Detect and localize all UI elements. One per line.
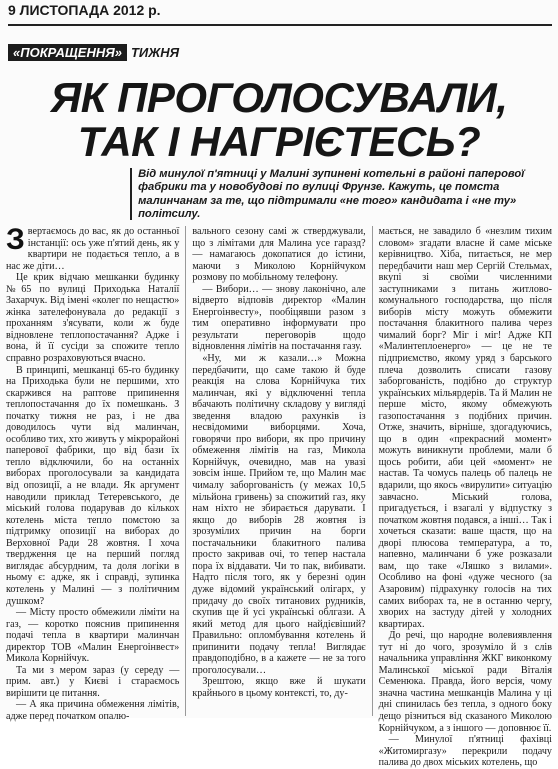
- paragraph: Це крик відчаю мешканки будинку №65 по вулиці Приходька Наталії Захарчук. Від імені «колег по нещастю» жінка зателефонувала до редакції з проханням з'ясувати, коли ж буде відновлене теплопостачання? Адже і вона, й її сусіди за спожите тепло справно розраховуються вчасно.: [6, 272, 180, 365]
- rubric-suffix: ТИЖНЯ: [130, 45, 180, 60]
- column-separator: [185, 226, 186, 716]
- article-column-3: [378, 226, 552, 769]
- article-column-1: [6, 223, 180, 722]
- lead-bar: [130, 168, 132, 220]
- paragraph: — Вибори… — знову лаконічно, але відверто відповів директор «Малин Енергоінвесту», пообіцявши разом з тим оперативно інформувати про результати переговорів щодо відновлення лімітів на постачання газу.: [192, 283, 366, 353]
- paragraph: Зрештою, якщо вже й шукати крайнього в цьому контексті, то, ду-: [192, 676, 366, 699]
- lead-text: Від минулої п'ятниці у Малині зупинені котельні в районі паперової фабрики та у новобудові по вулиці Фрунзе. Кажуть, це помста малинчанам за те, що підтримали «не того» кандидата і «не ту» політсилу.: [138, 168, 525, 220]
- lead-block: [130, 168, 552, 220]
- issue-date: 9 ЛИСТОПАДА 2012 р.: [8, 2, 161, 18]
- rubric-label: «ПОКРАЩЕННЯ»: [8, 44, 127, 61]
- paragraph: В принципі, мешканці 65-го будинку на Приходька були не першими, хто скаржився на раптове припинення теплопостачання до їх помешкань. З початку тижня не раз, і не два доводилось чути від малинчан, особливо тих, хто живуть у мікрорайоні паперової фабрики, що від бази їх тепло відключили, бо на останніх виборах проголосували за кандидата від опозиції, а не влади. Як аргумент наводили приклад Тетеревського, де міський голова подарував до кількох котелень міста тепло помстою за підтримку опозиції на виборах до Верховної Ради 28 жовтня. І хоча твердження це на перший погляд виглядає абсурдним, та доля логіки в ньому є: адже, як і справді, зупинка котелень у Малині — з політичним душком?: [6, 364, 180, 607]
- column-separator: [372, 226, 373, 716]
- rubric: [8, 44, 179, 61]
- drop-cap: З: [6, 223, 25, 256]
- headline-line-1: ЯК ПРОГОЛОСУВАЛИ,: [50, 74, 508, 121]
- paragraph: вального сезону самі ж стверджували, що з лімітами для Малина усе гаразд? — намагаюсь докопатися до істини, маючи з Миколою Корнійчуком розмову по мобільному телефону.: [192, 226, 366, 284]
- paragraph: мається, не завадило б «незлим тихим словом» згадати власне й саме міське керівництво. Хіба, питається, не мер передбачити наш мер Сергій Стельмах, вкупі зі своїми численними заступниками з питань житлово-комунального господарства, що після виборів місту можуть обмежити постачання блакитного палива через чималий борг? Міг і міг! Адже КП «Малинтеплоенерго» — це не те підприємство, якому уряд з барського плеча дозволить списати газову заборгованість, подібно до структур українських мільярдерів. Та й Малин не перше місто, якому обмежують газопостачання з подібних причин. Отже, значить, вірніше, здогадуючись, що в один «прекрасний момент» можуть виникнути проблеми, мали б щось робити, аби цей «момент» не настав. Та чомусь палець об палець не вдарили, що якось «вирулити» ситуацію завчасно. Міський голова, пригадується, і взагалі у відпустку з початком жовтня подався, а інші… Так і хочеться сказати: ваше щастя, що на дворі плюсова температура, а то, напевно, малинчани б уже розказали вам, що таке «Ляшко з вилами». Особливо на фоні «дуже чесного (за Азаровим) підрахунку голосів на тих самих виборах та, не в останню чергу, хворих на застуду дітей у холодних квартирах.: [378, 226, 552, 630]
- paragraph: Звертаємось до вас, як до останньої інстанції: ось уже п'ятий день, як у квартири не подається тепло, а в нас же діти…: [6, 223, 180, 272]
- headline-line-2: ТАК І НАГРІЄТЕСЬ?: [77, 118, 481, 165]
- article-body: [6, 223, 552, 769]
- paragraph: — Місту просто обмежили ліміти на газ, — коротко пояснив припинення подачі тепла в квартири малинчан директор ТОВ «Малин Енергоінвест» Микола Корнійчук.: [6, 607, 180, 665]
- header-rule: [8, 24, 552, 26]
- paragraph: До речі, що народне волевиявлення тут ні до чого, зрозуміло й з слів начальника управління ЖКГ виконкому Малинської міської ради Віталія Семенюка. Правда, його версія, чому значна частина мешканців Малина у ці дні спинилась без тепла, з одного боку дещо різниться від сказаного Миколою Корнійчуком, а з іншого — доповнює її.: [378, 630, 552, 734]
- paragraph: «Ну, ми ж казали…» Можна передбачити, що саме такою й буде реакція на слова Корнійчука тих малинчан, які у відключенні тепла вбачають політичну складову у вигляді зведення владою рахунків із несвідомими виборцями. Хоча, говорячи про вибори, як про причину обмеження лімітів на газ, Микола Корнійчук, очевидно, мав на увазі зовсім інше. Прийом те, що Малин має чималу заборгованість (у межах 10,5 мільйона гривень) за спожитий газ, яку нам ніхто не збирається дарувати. І якщо до виборів 28 жовтня із зрозумілих причин на борги постачальники блакитного палива просто закривав очі, то тепер настала пора їх віддавати. Чи то пак, вибивати. Надто після того, як у березні один дуже відомий український олігарх, у придачу до своїх титанових рудників, скупив ще й усі українські облгази. А який метод для цього найдієвіший? Правильно: опломбування котелень й припинити подачу тепла! Виглядає правдоподібно, в а кажете — не за того проголосували…: [192, 353, 366, 676]
- paragraph: Та ми з мером зараз (у середу — прим. авт.) у Києві і стараємось вирішити це питання.: [6, 664, 180, 699]
- paragraph: — Минулої п'ятниці фахівці «Житомиргазу» перекрили подачу палива до двох міських котелень, що: [378, 734, 552, 769]
- headline: [0, 76, 558, 164]
- article-column-2: [192, 226, 365, 716]
- paragraph: — А яка причина обмеження лімітів, адже перед початком опалю-: [6, 699, 180, 722]
